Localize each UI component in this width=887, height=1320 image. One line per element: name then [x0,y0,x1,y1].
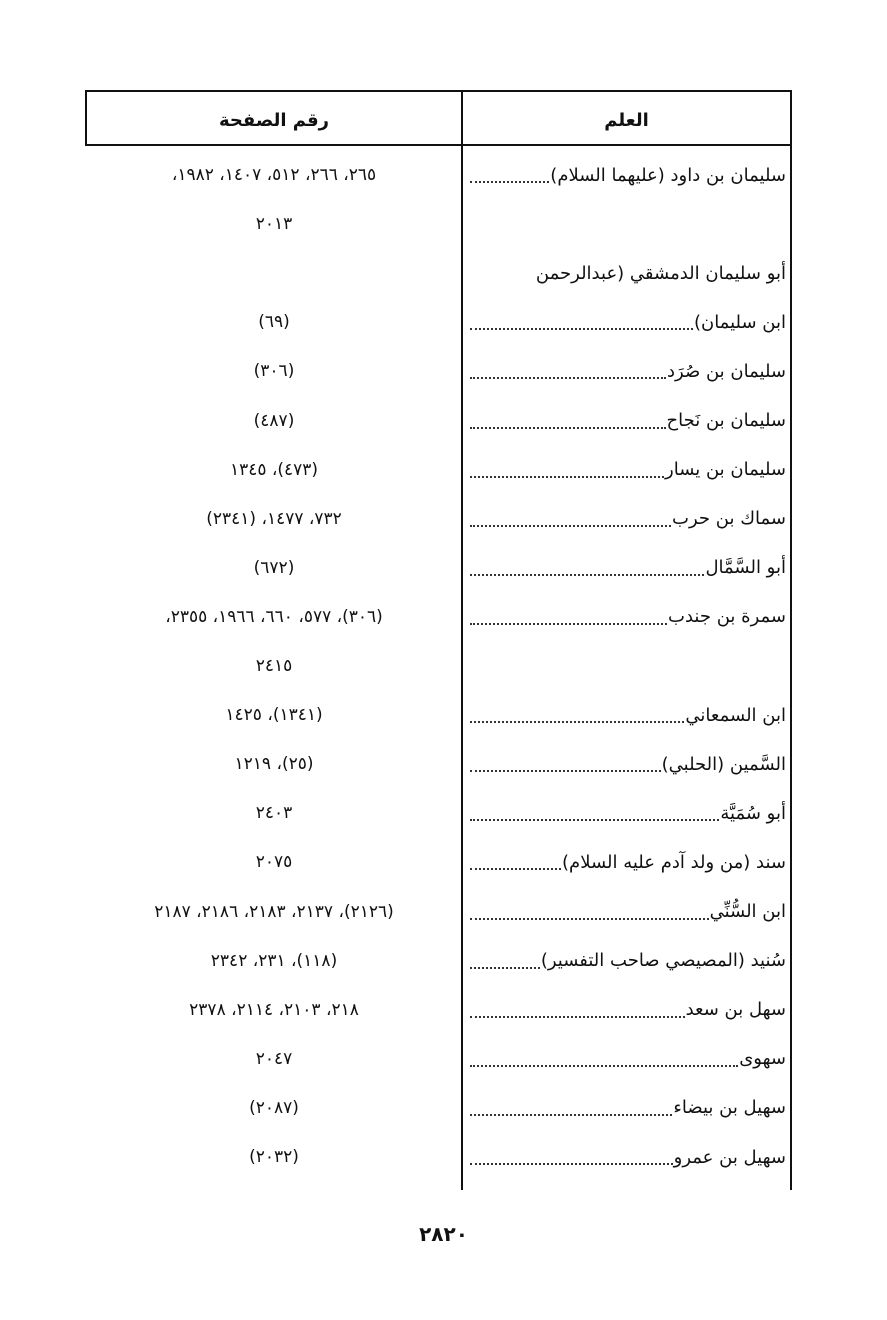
entry-name: سهوى [739,1048,786,1070]
table-row [87,254,790,292]
entry-pages: ٢٠٤٧ [255,1048,293,1069]
entry-name: ابن السُّنِّي [709,901,786,922]
entry-pages: ٢١٨، ٢١٠٣، ٢١١٤، ٢٣٧٨ [189,999,359,1020]
leader-dots [470,476,664,478]
entry-name-cell [466,500,786,538]
entry-pages: (١١٨)، ٢٣١، ٢٣٤٢ [210,950,338,971]
table-right-border [790,90,792,1190]
table-top-border [85,90,792,92]
entry-name-cell [466,598,786,636]
entry-pages: ٧٣٢، ١٤٧٧، (٢٣٤١) [206,508,342,529]
entry-name-cell [466,352,786,390]
entry-name-cell [466,696,786,734]
entry-name-cell [466,843,786,881]
entry-name: السَّمين (الحلبي) [661,753,786,775]
entry-name-cell [466,1089,786,1127]
entry-pages: (٤٨٧) [253,410,295,431]
entry-name-cell [466,303,786,341]
entry-name: ابن سليمان) [693,311,786,333]
entry-name: سماك بن حرب [672,508,786,530]
leader-dots [470,770,661,772]
table-row [87,303,790,341]
leader-dots [470,918,709,920]
entry-name: سليمان بن صُرَد [667,360,786,382]
entry-pages: (٢١٢٦)، ٢١٣٧، ٢١٨٣، ٢١٨٦، ٢١٨٧ [154,901,394,922]
entry-pages: (١٣٤١)، ١٤٢٥ [225,705,323,726]
entry-name: سهيل بن عمرو [673,1146,786,1168]
table-row [87,942,790,980]
entry-name: سليمان بن يسار [665,459,786,481]
table-row [87,745,790,783]
entry-pages: ٢٤٠٣ [255,803,293,824]
table-row [87,156,790,194]
entry-name-cell [466,893,786,931]
entry-pages: (٤٧٣)، ١٣٤٥ [229,459,319,480]
entry-pages: (٣٠٦) [253,361,295,382]
leader-dots [470,721,684,723]
column-header-page: رقم الصفحة [218,109,330,131]
entry-name-cell [466,745,786,783]
header-bottom-border [85,144,792,146]
leader-dots [470,1016,685,1018]
entry-name-cell [466,1138,786,1176]
entry-name: سند (من ولد آدم عليه السلام) [562,851,786,873]
entry-name: ابن السمعاني [685,704,786,726]
table-row [87,1089,790,1127]
entry-name-cell [466,794,786,832]
entry-name: أبو السَّمَّال [705,557,786,579]
entry-name-cell [466,549,786,587]
entry-name-cell [466,156,786,194]
leader-dots [470,574,704,576]
entry-name: أبو سُمَيَّة [720,802,786,824]
table-row [87,451,790,489]
table-row [87,500,790,538]
entry-name-cell [466,254,786,292]
leader-dots [470,328,693,330]
table-row [87,402,790,440]
table-row [87,1040,790,1078]
leader-dots [470,623,667,625]
table-row [87,549,790,587]
table-row [87,696,790,734]
entry-name-cell [466,205,786,243]
entry-pages: (٦٧٢) [253,557,295,578]
entry-pages: ٢٤١٥ [255,656,293,676]
page-number: ٢٨٢٠ [419,1222,468,1246]
table-row [87,205,790,243]
entry-pages: ٢٠١٣ [255,214,293,235]
table-row [87,843,790,881]
leader-dots [470,181,549,183]
entry-name-cell [466,451,786,489]
table-row [87,352,790,390]
table-row [87,647,790,685]
entry-name-cell [466,647,786,685]
column-header-name: العلم [604,109,649,131]
entry-name: سُنيد (المصيصي صاحب التفسير) [540,950,786,972]
table-row [87,991,790,1029]
entry-name-cell [466,991,786,1029]
entry-pages [87,254,461,292]
entry-pages: ٢٠٧٥ [255,852,293,873]
entry-name: سهل بن سعد [685,999,786,1021]
leader-dots [470,427,666,429]
leader-dots [470,1065,738,1067]
table-row [87,794,790,832]
entry-name-cell [466,942,786,980]
entry-name: سليمان بن نَجاح [666,410,786,431]
entry-pages: (٢٥)، ١٢١٩ [234,754,314,775]
table-row [87,893,790,931]
entry-name: سمرة بن جندب [668,606,786,628]
entry-pages: (٢٠٣٢) [249,1147,299,1167]
table-row [87,598,790,636]
leader-dots [470,1163,673,1165]
leader-dots [470,1114,672,1116]
entry-pages: (٣٠٦)، ٥٧٧، ٦٦٠، ١٩٦٦، ٢٣٥٥، [165,606,383,627]
entry-pages: (٦٩) [258,312,290,333]
entry-name-cell [466,402,786,440]
leader-dots [470,819,719,821]
entry-name: أبو سليمان الدمشقي (عبدالرحمن [535,262,786,284]
entry-pages: ٢٦٥، ٢٦٦، ٥١٢، ١٤٠٧، ١٩٨٢، [171,165,377,185]
entry-name: سهيل بن بيضاء [673,1097,786,1119]
entry-name: سليمان بن داود (عليهما السلام) [550,164,786,186]
entry-pages: (٢٠٨٧) [249,1097,299,1118]
leader-dots [470,525,671,527]
table-row [87,1138,790,1176]
leader-dots [470,868,561,870]
leader-dots [470,377,666,379]
leader-dots [470,967,540,969]
entry-name-cell [466,1040,786,1078]
